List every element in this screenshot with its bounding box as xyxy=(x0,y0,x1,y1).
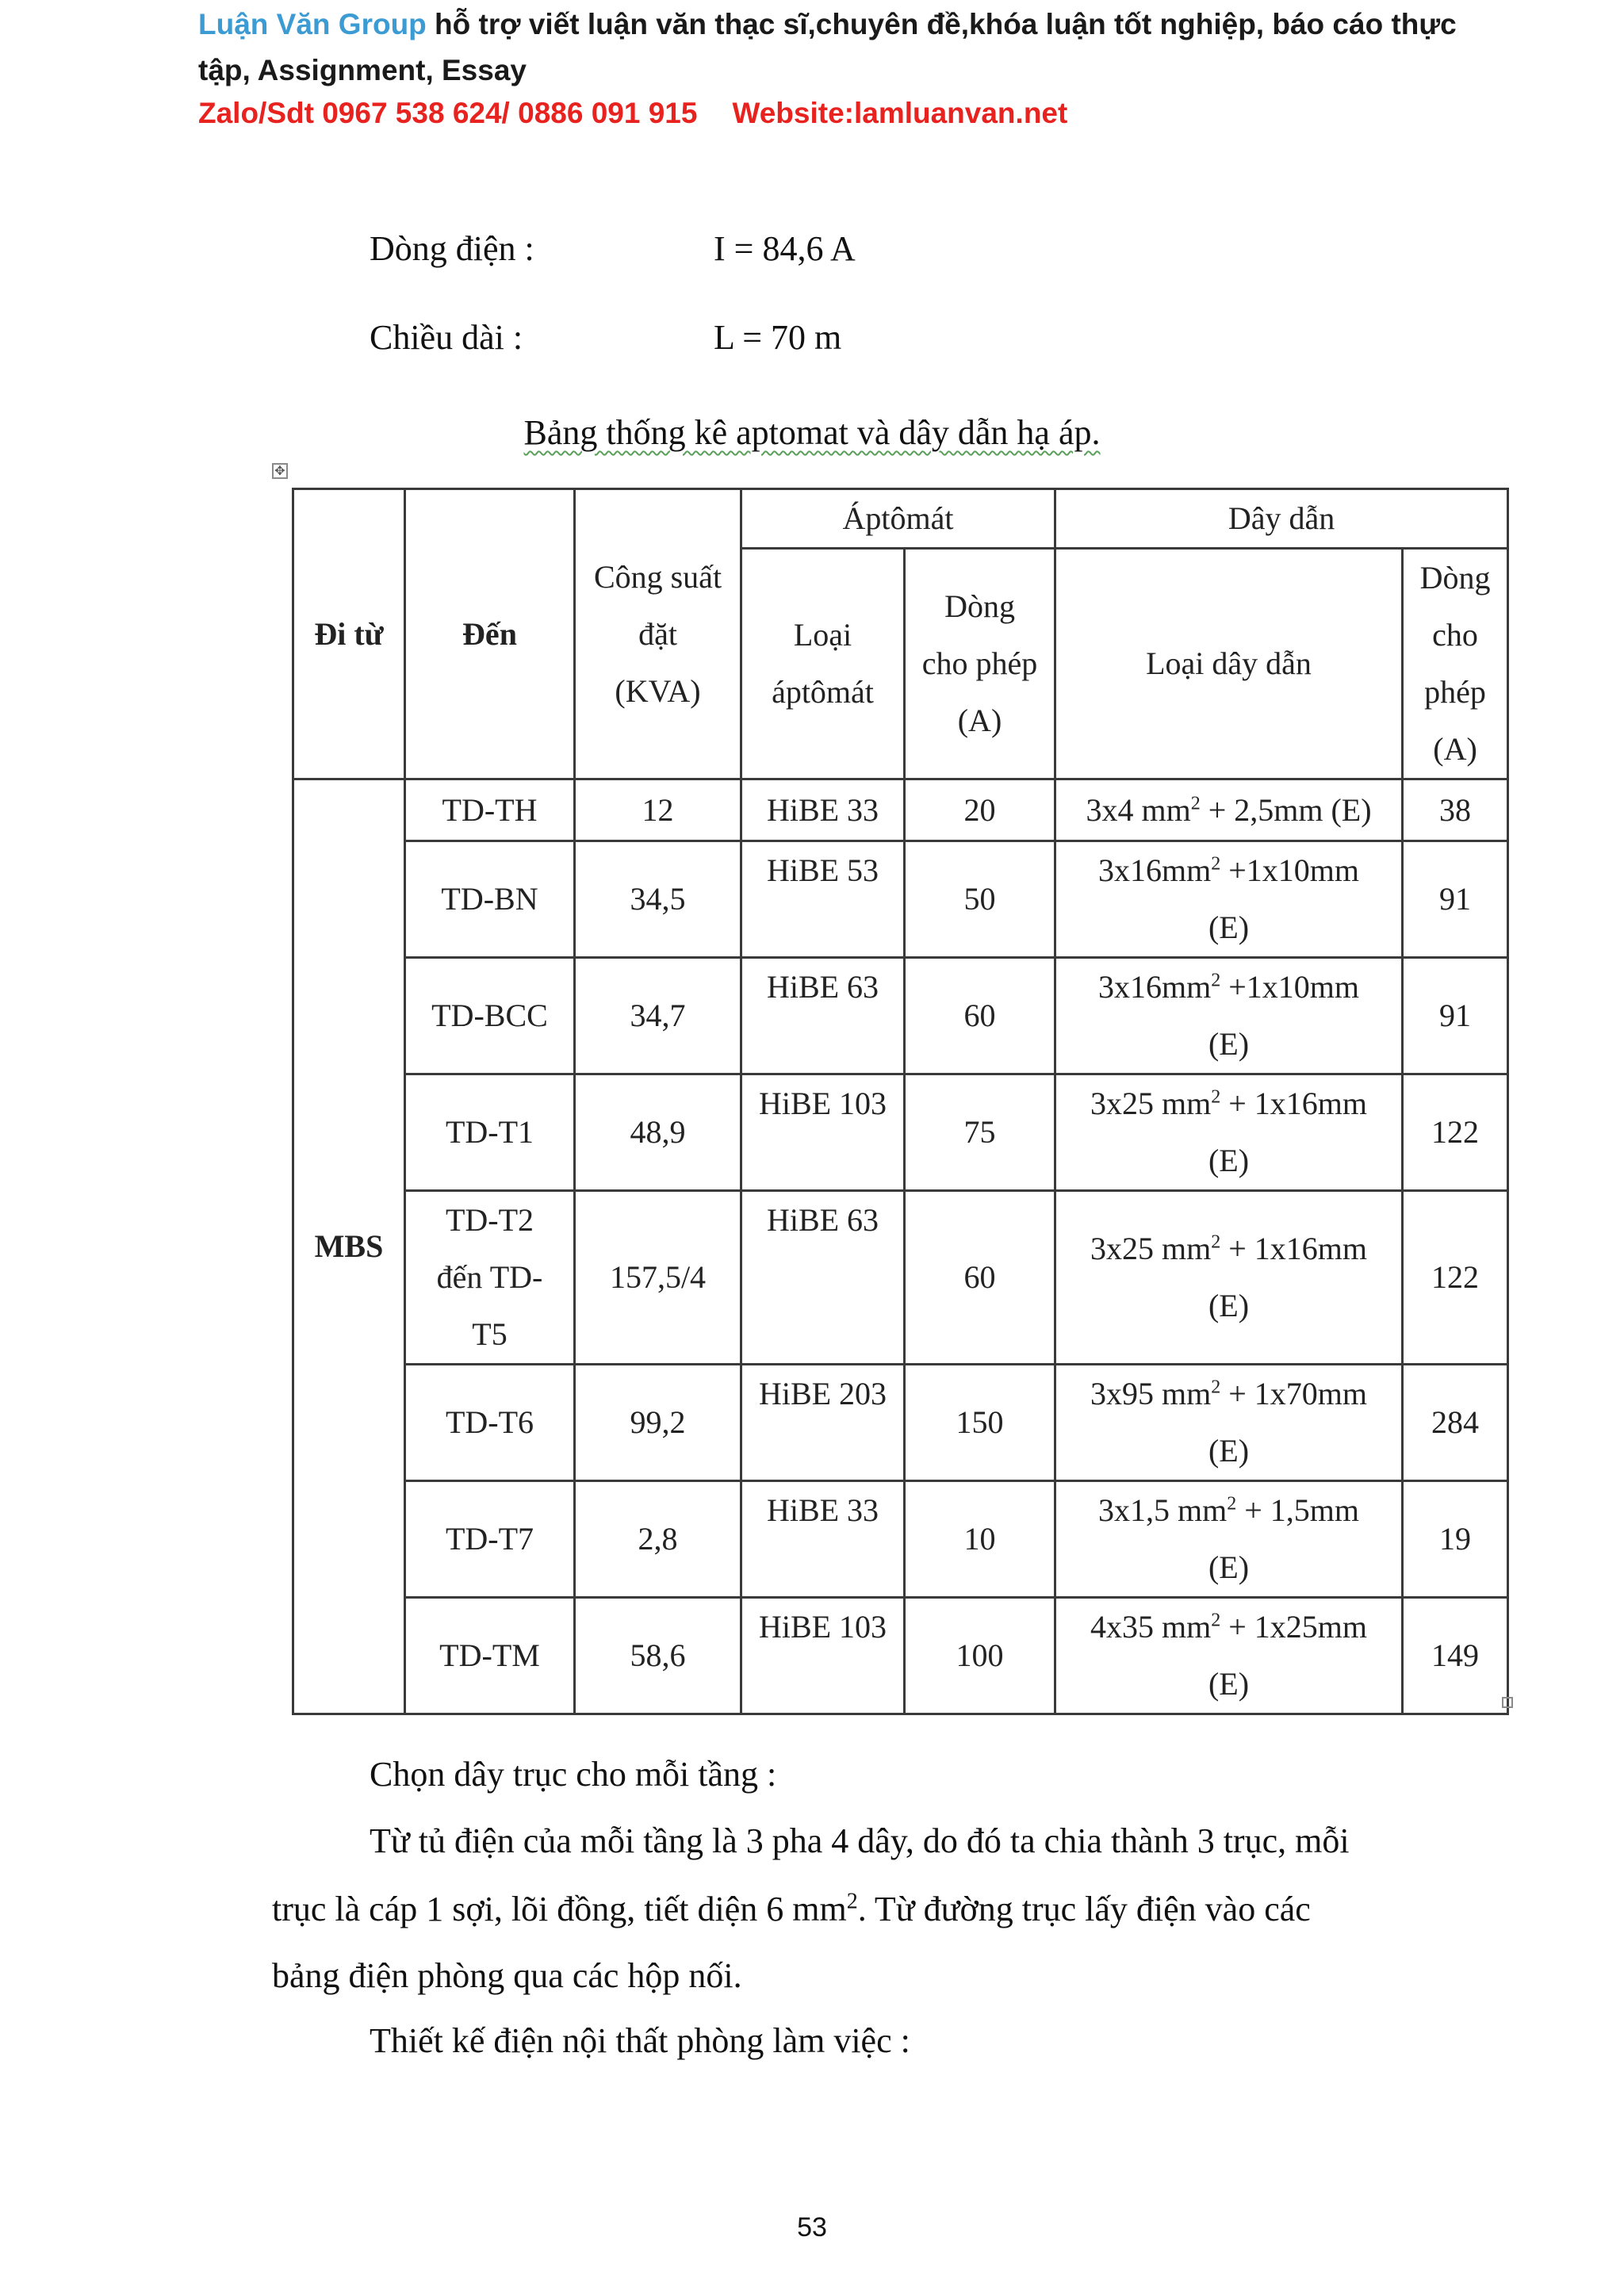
wire-cell xyxy=(1055,958,1403,1074)
wire-part: 3x25 mm xyxy=(1090,1086,1212,1121)
header-line: Dòng xyxy=(944,588,1015,624)
table-caption xyxy=(0,412,1624,453)
wire-part: +1x10mm xyxy=(1220,969,1360,1005)
power-cell: 157,5/4 xyxy=(575,1191,741,1365)
header-line: cho phép xyxy=(921,645,1038,681)
col-group-breaker: Áptômát xyxy=(741,489,1055,549)
brand-name: Luận Văn Group xyxy=(198,8,427,40)
param-value: L = 70 m xyxy=(714,318,842,357)
wire-cell xyxy=(1055,1598,1403,1714)
power-cell: 48,9 xyxy=(575,1074,741,1191)
header-row-1 xyxy=(293,489,1508,549)
aptomat-wire-table xyxy=(292,488,1509,1715)
wire-part: + 1x16mm xyxy=(1220,1231,1368,1266)
table-resize-handle-icon[interactable] xyxy=(1502,1697,1513,1708)
col-header-power xyxy=(575,489,741,779)
table-row xyxy=(293,958,1508,1074)
paragraph-text: . Từ đường trục lấy điện vào các xyxy=(857,1890,1311,1928)
breaker-current-cell: 150 xyxy=(905,1365,1055,1481)
power-cell: 12 xyxy=(575,779,741,841)
superscript: 2 xyxy=(1211,970,1221,991)
breaker-cell: HiBE 33 xyxy=(741,1481,905,1598)
table-row xyxy=(293,779,1508,841)
header-line: (KVA) xyxy=(615,672,701,709)
wire-part: + 2,5mm (E) xyxy=(1200,791,1372,828)
table-caption-text: Bảng thống kê aptomat và dây dẫn hạ áp. xyxy=(523,413,1101,452)
col-header-breaker-type xyxy=(741,549,905,779)
table-row xyxy=(293,841,1508,958)
superscript: 2 xyxy=(1211,853,1221,875)
wire-current-cell: 19 xyxy=(1403,1481,1508,1598)
wire-current-cell: 122 xyxy=(1403,1074,1508,1191)
wire-part: (E) xyxy=(1208,910,1250,945)
table-row xyxy=(293,1191,1508,1365)
contact-phone: Zalo/Sdt 0967 538 624/ 0886 091 915 xyxy=(198,97,698,129)
param-current xyxy=(370,228,1321,276)
wire-part: + 1x70mm xyxy=(1220,1376,1368,1411)
header-line: cho xyxy=(1432,617,1478,653)
to-line: TD-T2 xyxy=(445,1202,534,1238)
header-line: phép xyxy=(1424,674,1486,710)
table-row xyxy=(293,1074,1508,1191)
breaker-current-cell: 60 xyxy=(905,958,1055,1074)
wire-cell xyxy=(1055,1191,1403,1365)
to-cell: TD-T1 xyxy=(405,1074,575,1191)
param-length xyxy=(370,317,1321,365)
header-tagline2: tập, Assignment, Essay xyxy=(198,54,527,86)
header-line1 xyxy=(198,3,1546,46)
header-line: Dòng xyxy=(1419,560,1491,596)
power-cell: 58,6 xyxy=(575,1598,741,1714)
table-row xyxy=(293,1481,1508,1598)
power-cell: 34,7 xyxy=(575,958,741,1074)
wire-part: (E) xyxy=(1208,1666,1250,1702)
breaker-cell: HiBE 103 xyxy=(741,1074,905,1191)
paragraph-text: trục là cáp 1 sợi, lõi đồng, tiết diện 6 mm xyxy=(272,1890,847,1928)
to-cell: TD-T6 xyxy=(405,1365,575,1481)
table-row xyxy=(293,1598,1508,1714)
contact-website: Website:lamluanvan.net xyxy=(732,97,1068,129)
wire-part: 3x4 mm xyxy=(1086,791,1191,828)
to-cell: TD-T7 xyxy=(405,1481,575,1598)
wire-part: + 1x25mm xyxy=(1220,1609,1368,1645)
header-line: áptômát xyxy=(772,674,874,710)
header-line: đặt xyxy=(638,615,677,652)
to-cell xyxy=(405,1191,575,1365)
paragraph-line: bảng điện phòng qua các hộp nối. xyxy=(272,1956,742,1995)
col-header-from: Đi từ xyxy=(293,489,405,779)
header-line2 xyxy=(198,49,1546,92)
wire-current-cell: 91 xyxy=(1403,841,1508,958)
wire-current-cell: 122 xyxy=(1403,1191,1508,1365)
superscript: 2 xyxy=(1211,1377,1221,1398)
superscript: 2 xyxy=(846,1889,858,1914)
wire-current-cell: 91 xyxy=(1403,958,1508,1074)
breaker-cell: HiBE 103 xyxy=(741,1598,905,1714)
breaker-current-cell: 50 xyxy=(905,841,1055,958)
to-cell: TD-TH xyxy=(405,779,575,841)
param-label: Dòng điện : xyxy=(370,229,534,268)
breaker-current-cell: 10 xyxy=(905,1481,1055,1598)
wire-part: 3x16mm xyxy=(1098,969,1212,1005)
wire-part: (E) xyxy=(1208,1433,1250,1469)
to-line: đến TD- xyxy=(436,1259,543,1295)
superscript: 2 xyxy=(1227,1493,1237,1515)
col-header-to: Đến xyxy=(405,489,575,779)
breaker-current-cell: 100 xyxy=(905,1598,1055,1714)
power-cell: 2,8 xyxy=(575,1481,741,1598)
wire-current-cell: 149 xyxy=(1403,1598,1508,1714)
param-label: Chiều dài : xyxy=(370,318,523,357)
power-cell: 99,2 xyxy=(575,1365,741,1481)
breaker-cell: HiBE 63 xyxy=(741,1191,905,1365)
col-header-wire-current xyxy=(1403,549,1508,779)
header-line: (A) xyxy=(1433,731,1477,767)
breaker-current-cell: 75 xyxy=(905,1074,1055,1191)
to-cell: TD-BCC xyxy=(405,958,575,1074)
wire-part: 4x35 mm xyxy=(1090,1609,1212,1645)
superscript: 2 xyxy=(1211,1086,1221,1108)
col-header-breaker-current xyxy=(905,549,1055,779)
wire-part: + 1x16mm xyxy=(1220,1086,1368,1121)
superscript: 2 xyxy=(1211,1231,1221,1253)
breaker-cell: HiBE 63 xyxy=(741,958,905,1074)
page-number: 53 xyxy=(797,2212,827,2242)
wire-part: 3x95 mm xyxy=(1090,1376,1212,1411)
wire-part: 3x1,5 mm xyxy=(1098,1492,1228,1528)
superscript: 2 xyxy=(1190,793,1201,814)
col-group-wire: Dây dẫn xyxy=(1055,489,1508,549)
to-cell: TD-BN xyxy=(405,841,575,958)
wire-cell xyxy=(1055,1365,1403,1481)
header-tagline: hỗ trợ viết luận văn thạc sĩ,chuyên đề,khóa luận tốt nghiệp, báo cáo thực xyxy=(426,8,1457,40)
wire-current-cell: 38 xyxy=(1403,779,1508,841)
breaker-cell: HiBE 203 xyxy=(741,1365,905,1481)
header-contact-line xyxy=(198,92,1546,135)
wire-part: +1x10mm xyxy=(1220,852,1360,888)
header-line: (A) xyxy=(957,703,1002,738)
wire-part: 3x16mm xyxy=(1098,852,1212,888)
breaker-cell: HiBE 53 xyxy=(741,841,905,958)
wire-part: (E) xyxy=(1208,1549,1250,1585)
wire-current-cell: 284 xyxy=(1403,1365,1508,1481)
param-value: I = 84,6 A xyxy=(714,229,856,268)
breaker-cell: HiBE 33 xyxy=(741,779,905,841)
watermark-header xyxy=(198,0,1546,135)
to-line: T5 xyxy=(472,1316,508,1352)
table-row xyxy=(293,1365,1508,1481)
heading-select-trunk: Chọn dây trục cho mỗi tầng : xyxy=(370,1755,777,1794)
col-header-wire-type: Loại dây dẫn xyxy=(1055,549,1403,779)
header-line: Công suất xyxy=(593,558,722,595)
source-cell: MBS xyxy=(293,779,405,1714)
to-cell: TD-TM xyxy=(405,1598,575,1714)
superscript: 2 xyxy=(1211,1610,1221,1631)
wire-part: (E) xyxy=(1208,1026,1250,1062)
power-cell: 34,5 xyxy=(575,841,741,958)
wire-part: 3x25 mm xyxy=(1090,1231,1212,1266)
header-line: Loại xyxy=(793,617,852,653)
paragraph-line xyxy=(272,1875,1311,1944)
wire-cell xyxy=(1055,1481,1403,1598)
wire-cell xyxy=(1055,841,1403,958)
table-move-handle-icon[interactable]: ✥ xyxy=(272,463,288,479)
wire-cell xyxy=(1055,1074,1403,1191)
wire-part: + 1,5mm xyxy=(1236,1492,1360,1528)
breaker-current-cell: 20 xyxy=(905,779,1055,841)
wire-part: (E) xyxy=(1208,1143,1250,1178)
paragraph-line: Từ tủ điện của mỗi tầng là 3 pha 4 dây, do đó ta chia thành 3 trục, mỗi xyxy=(370,1821,1350,1860)
wire-part: (E) xyxy=(1208,1288,1250,1323)
breaker-current-cell: 60 xyxy=(905,1191,1055,1365)
wire-cell xyxy=(1055,779,1403,841)
heading-interior-design: Thiết kế điện nội thất phòng làm việc : xyxy=(370,2021,910,2060)
